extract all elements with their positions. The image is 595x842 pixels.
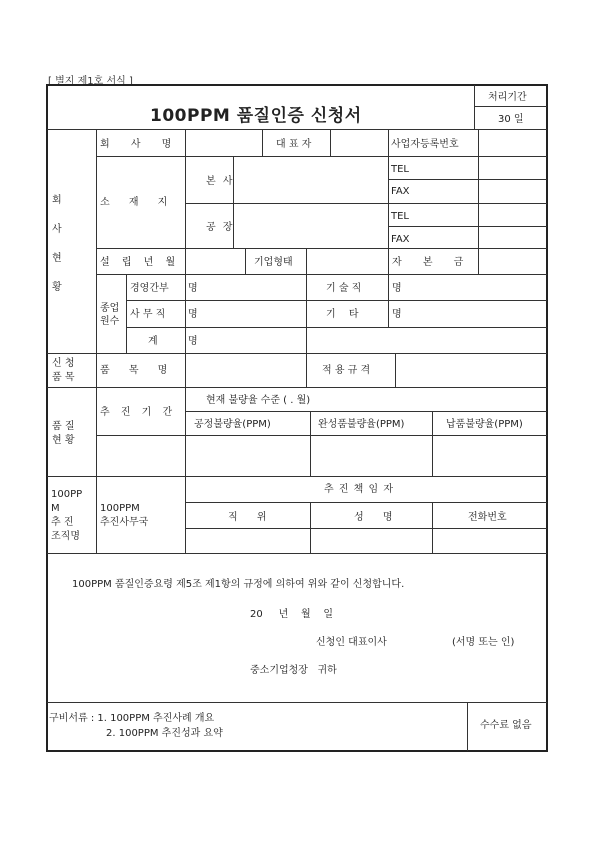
org-label-2: M: [51, 503, 60, 514]
company-name-label: 회 사 명: [100, 139, 172, 150]
delivery-defect-label: 납품불량율(PPM): [446, 419, 523, 430]
product-section-label-2: 품 목: [52, 372, 75, 383]
processing-label: 처리기간: [488, 92, 527, 103]
quality-label-2: 현 황: [52, 435, 75, 446]
org-label-3: 추 진: [51, 517, 74, 528]
form-tag: [ 별지 제1호 서식 ]: [48, 76, 133, 87]
other-label: 기 타: [326, 309, 359, 320]
process-defect-label: 공정불량율(PPM): [194, 419, 271, 430]
other-unit: 명: [392, 309, 402, 320]
company-label-4: 황: [52, 282, 62, 293]
applicant-label: 신청인 대표이사: [316, 637, 387, 648]
fee-label: 수수료 없음: [480, 720, 532, 731]
org-office-label-2: 추진사무국: [100, 517, 149, 528]
corp-type-label: 기업형태: [254, 257, 293, 268]
ceo-label: 대 표 자: [276, 139, 312, 150]
processing-value: 30 일: [498, 114, 524, 125]
phone-label: 전화번호: [468, 512, 507, 523]
total-label: 계: [148, 336, 158, 347]
current-level-label: 현재 불량율 수준 ( . 월): [206, 395, 311, 406]
attachment-2: 2. 100PPM 추진성과 요약: [106, 728, 223, 739]
capital-label: 자 본 금: [392, 257, 464, 268]
company-label-1: 회: [52, 195, 62, 206]
form-frame: [46, 84, 548, 752]
address-label: 소 재 지: [100, 197, 168, 208]
employees-label-2: 원수: [100, 316, 120, 327]
product-section-label-1: 신 청: [52, 358, 75, 369]
founded-label: 설 립 년 월: [100, 257, 176, 268]
signature-note: (서명 또는 인): [452, 637, 515, 648]
tel-label-1: TEL: [391, 164, 409, 175]
quality-label-1: 품 질: [52, 421, 75, 432]
position-label: 직 위: [228, 512, 267, 523]
company-label-3: 현: [52, 253, 62, 264]
company-label-2: 사: [52, 224, 62, 235]
mgmt-unit: 명: [188, 283, 198, 294]
fax-label-2: FAX: [391, 234, 410, 245]
org-label-1: 100PP: [51, 489, 83, 500]
fax-label-1: FAX: [391, 186, 410, 197]
declaration-text: 100PPM 품질인증요령 제5조 제1항의 규정에 의하여 위와 같이 신청합니다.: [72, 579, 405, 590]
form-title: 100PPM 품질인증 신청서: [150, 106, 362, 126]
org-label-4: 조직명: [51, 531, 80, 542]
org-office-label-1: 100PPM: [100, 503, 140, 514]
factory-label: 공 장: [206, 222, 233, 233]
item-name-label: 품 목 명: [100, 365, 168, 376]
tel-label-2: TEL: [391, 211, 409, 222]
person-name-label: 성 명: [354, 512, 393, 523]
reg-no-label: 사업자등록번호: [391, 139, 459, 150]
head-office-label: 본 사: [206, 176, 233, 187]
responsible-label: 추 진 책 임 자: [324, 484, 394, 495]
declaration-date: 20 년 월 일: [250, 609, 334, 620]
office-unit: 명: [188, 309, 198, 320]
technical-unit: 명: [392, 283, 402, 294]
office-label: 사 무 직: [130, 309, 166, 320]
attachments-label: 구비서류 : 1. 100PPM 추진사례 개요: [49, 713, 215, 724]
recipient-label: 중소기업청장 귀하: [250, 665, 337, 676]
mgmt-label: 경영간부: [130, 283, 169, 294]
period-label: 추 진 기 간: [100, 407, 173, 418]
standard-label: 적 용 규 격: [322, 365, 371, 376]
employees-label-1: 종업: [100, 303, 120, 314]
total-unit: 명: [188, 336, 198, 347]
technical-label: 기 술 직: [326, 283, 362, 294]
finished-defect-label: 완성품불량율(PPM): [318, 419, 405, 430]
